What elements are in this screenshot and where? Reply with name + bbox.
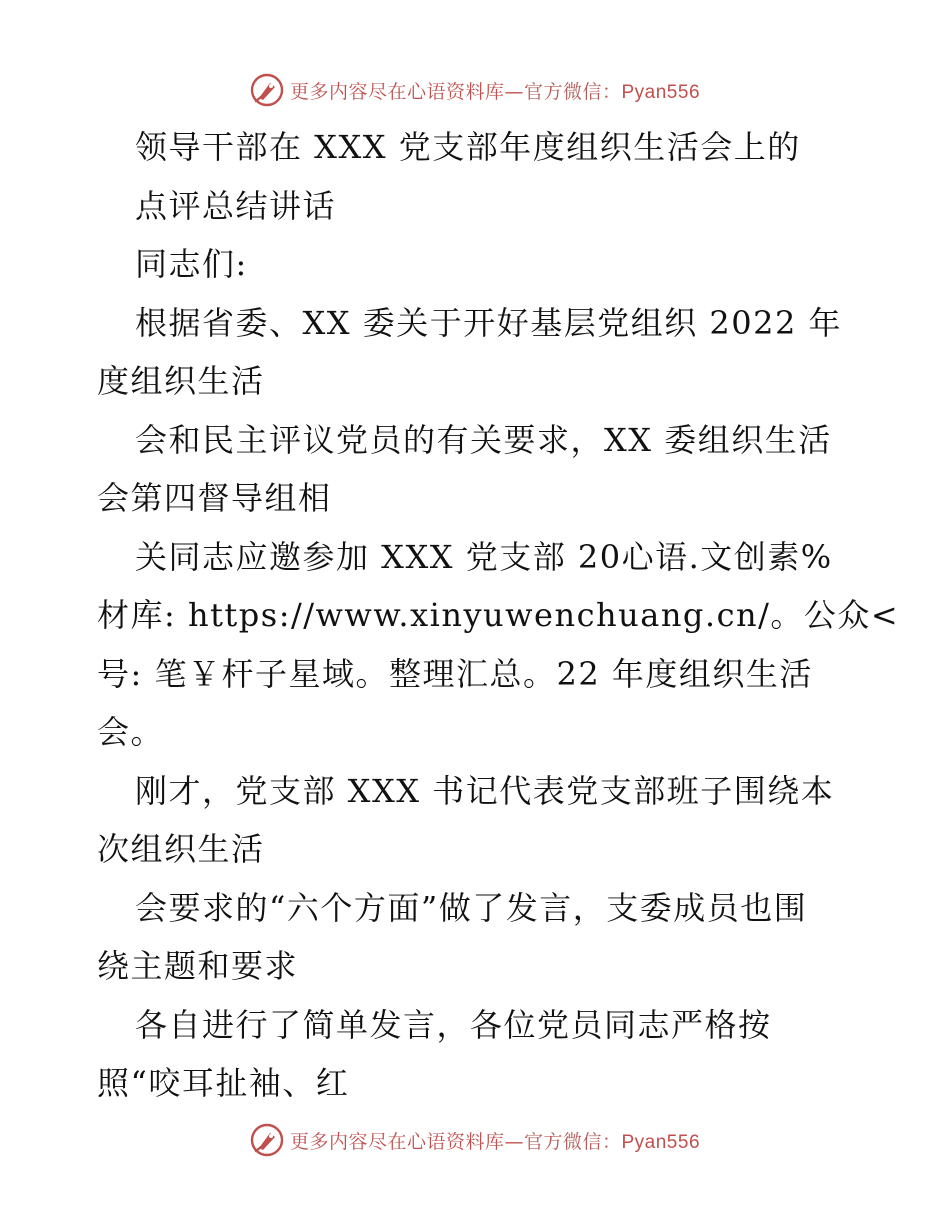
document-body xyxy=(97,118,900,1113)
document-line: 根据省委、XX 委关于开好基层党组织 2022 年 xyxy=(135,303,843,342)
document-line: 号: 笔￥杆子星域。整理汇总。22 年度组织生活 xyxy=(97,654,813,693)
document-line: 会和民主评议党员的有关要求，XX 委组织生活 xyxy=(135,420,832,459)
document-line: 关同志应邀参加 XXX 党支部 20心语.文创素% xyxy=(135,537,833,576)
footer-banner-separator: — xyxy=(504,1130,524,1153)
document-line: 领导干部在 XXX 党支部年度组织生活会上的 xyxy=(135,128,801,166)
document-line: 度组织生活 xyxy=(97,362,265,400)
document-line: 会要求的“六个方面”做了发言，支委成员也围 xyxy=(135,888,808,927)
header-banner-subtext: 官方微信： xyxy=(523,80,622,103)
document-line: 绕主题和要求 xyxy=(97,947,299,985)
footer-banner-subtext: 官方微信： xyxy=(523,1130,622,1153)
document-line: 次组织生活 xyxy=(97,830,265,868)
document-line: 同志们: xyxy=(135,245,248,283)
document-line: 会第四督导组相 xyxy=(97,479,332,517)
header-banner xyxy=(0,70,950,110)
document-line: 点评总结讲话 xyxy=(135,186,337,225)
pen-nib-icon xyxy=(250,1123,284,1157)
document-line: 会。 xyxy=(97,713,165,751)
header-banner-separator: — xyxy=(504,80,524,103)
header-banner-title: 更多内容尽在心语资料库 xyxy=(289,80,505,103)
pen-nib-icon xyxy=(250,73,284,107)
document-line: 照“咬耳扯袖、红 xyxy=(97,1064,350,1102)
header-wechat-id: Pyan556 xyxy=(621,81,701,103)
document-line: 材库: https://www.xinyuwenchuang.cn/。公众< xyxy=(97,596,900,634)
footer-banner xyxy=(0,1120,950,1160)
document-line: 各自进行了简单发言，各位党员同志严格按 xyxy=(135,1005,772,1044)
footer-banner-title: 更多内容尽在心语资料库 xyxy=(289,1130,505,1153)
footer-banner-text xyxy=(290,1127,700,1154)
header-banner-text xyxy=(290,77,700,104)
footer-wechat-id: Pyan556 xyxy=(621,1131,701,1153)
document-line: 刚才，党支部 XXX 书记代表党支部班子围绕本 xyxy=(135,771,835,810)
